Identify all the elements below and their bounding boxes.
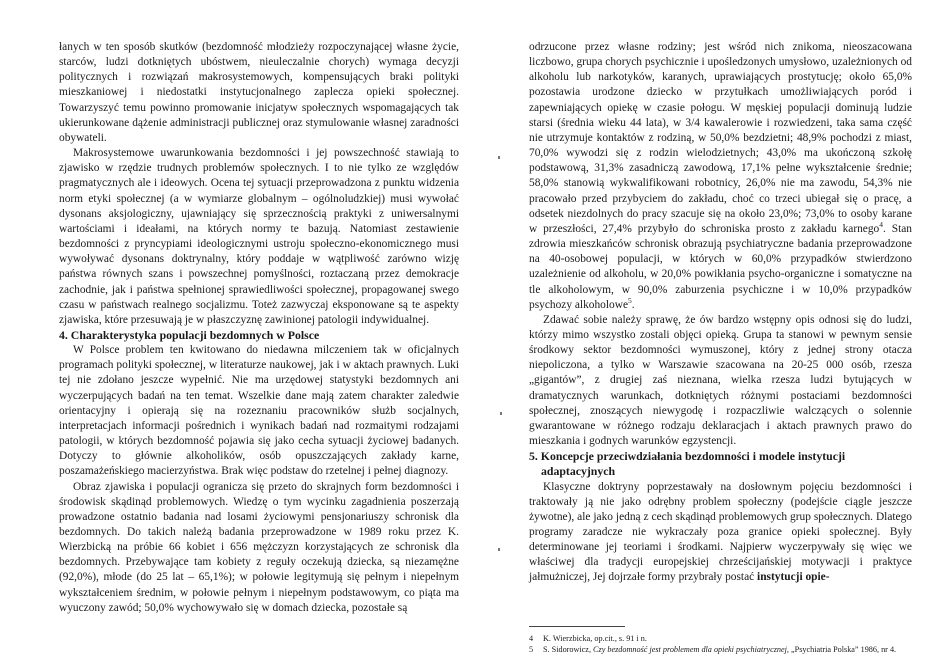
footnote-ref-5: 5	[628, 295, 632, 305]
footnote-5	[529, 644, 912, 655]
footnote-text-a: S. Sidorowicz,	[543, 645, 594, 654]
scan-speck	[498, 156, 500, 159]
section-heading-5: 5. Koncepcje przeciwdziałania bezdomności i modele instytucji adaptacyjnych	[529, 449, 846, 479]
footnote-text: K. Wierzbicka, op.cit., s. 91 i n.	[543, 634, 647, 643]
paragraph-klasyczne-doktryny	[529, 480, 912, 586]
paragraph-makrosystemowe: Makrosystemowe uwarunkowania bezdomności i jej powszechność stawiają to zjawisko w rzędzie trudnych problemów społecznych. I to nie tylko ze względów pragmatycznych ale i ideowych. Ocena tej sytuacji przeprowadzona z punktu widzenia norm etyki społecznej (a w wymiarze globalnym – ogólnoludzkiej) musi wywołać dysonans aksjologiczny, ujawniający się sprzecznością praktyki z uniwersalnymi wartościami i ideałami, na których normy te bazują. Natomiast zestawienie bezdomności z pryncypiami ideologicznymi ustroju społeczno-ekonomicznego musi wywoływać dysonans doktrynalny, który poddaje w wątpliwość zarówno wizję państwa równych szans i powszechnej pomyślności, roztaczaną przez demokracje zachodnie, jak i państwa spełnionej sprawiedliwości społecznej, propagowanej swego czasu w państwach realnego socjalizmu. Toteż zazwyczaj eksponowane są te aspekty zjawiska, które przesuwają je w płaszczyznę zawinionej patologii indywidualnej.	[59, 147, 459, 326]
footnote-ref-4: 4	[879, 220, 884, 230]
footnote-title: Czy bezdomność jest problemem dla opieki psychiatrycznej,	[593, 645, 789, 654]
paragraph-klasyczne-text: Klasyczne doktryny poprzestawały na dosłownym pojęciu bezdomności i traktowały ją nie jako odrębny problem społeczny (podejście ciągle jeszcze żywotne), ale jako jedną z cech skądinąd problemowych grup społecznych. Dlatego programy zaradcze nie wykraczały poza granice opieki społecznej. Były determinowane jej teoriami i środkami. Najpierw wyczerpywały się więc we właściwej dla tradycji europejskiej chrześcijańskiej motywacji i praktyce jałmużniczej, Jej dojrzałe formy przybrały postać	[529, 480, 912, 584]
left-column	[59, 40, 459, 616]
paragraph-klasyczne-bold: instytucji opie-	[757, 571, 830, 584]
paragraph-intro: łanych w ten sposób skutków (bezdomność młodzieży rozpoczynającej własne życie, starców, ludzi dotkniętych ubóstwem, nieuleczalnie chorych) wymaga decyzji politycznych i rozwiązań makrosystemowych, kompensujących braki polityki mieszkaniowej i niedostatki instytucjonalnego zaplecza opieki społecznej. Towarzyszyć temu powinno promowanie inicjatyw społecznych wspomagających tak ukierunkowane dążenie administracji publicznej oraz stymulowanie własnej zaradności obywateli.	[59, 41, 459, 144]
paragraph-w-polsce: W Polsce problem ten kwitowano do niedawna milczeniem tak w oficjalnych programach polityki społecznej, w literaturze naukowej, jak i w aktach prawnych. Luki tej nie zdołano jeszcze wypełnić. Nie ma urzędowej statystyki bezdomnych ani wyczerpujących badań na ten temat. Wszelkie dane mają zatem charakter zaledwie orientacyjny i opierają się na rozeznaniu pracowników służb socjalnych, interpretacjach informacji pośrednich i wynikach badań nad rozmaitymi rodzajami patologii, w których bezdomność pojawia się jako cecha sytuacji życiowej badanych. Dotyczy to głównie alkoholików, osób opuszczających zakłady karne, poszamażeńskiego macierzyństwa. Brak więc podstaw do rzetelnej i pełnej diagnozy.	[59, 344, 459, 478]
section-heading-4: 4. Charakterystyka populacji bezdomnych w Polsce	[59, 327, 320, 342]
paragraph-obraz-zjawiska: Obraz zjawiska i populacji ogranicza się przeto do skrajnych form bezdomności i środowisk skądinąd problemowych. Wiedzę o tym wycinku zagadnienia poszerzają prowadzone ostatnio badania nad losami życiowymi pensjonariuszy schronisk dla bezdomnych. Do takich należą badania przeprowadzone w 1989 roku przez K. Wierzbicką na próbie 66 kobiet i 656 mężczyzn korzystających ze schronisk dla bezdomnych. Przebywające tam kobiety z reguły oczekują dziecka, są niezamężne (92,0%), młode (do 25 lat – 65,1%); w połowie legitymują się pełnym i niepełnym wykształceniem średnim, w połowie pełnym i niepełnym podstawowym, co piąta ma wyuczony zawód; 50,0% wychowywało się w domach dziecka, pozostałe są	[59, 480, 459, 614]
paragraph-continued-end: .	[631, 298, 635, 311]
footnote-list	[529, 633, 912, 655]
scan-speck	[500, 412, 502, 415]
paragraph-continued	[529, 40, 912, 313]
scan-speck	[498, 548, 500, 551]
paragraph-continued-text: odrzucone przez własne rodziny; jest wśród nich znikoma, nieoszacowana liczbowo, grupa chorych psychicznie i upośledzonych umysłowo, uzależnionych od alkoholu lub narkotyków, karanych, uprawiających prostytucję; około 65,0% pozostawia urodzone dziecko w przytułkach umożliwiających poród i zapewniających opiekę w czasie połogu. W męskiej populacji dominują ludzie starsi (średnia wieku 44 lata), w 3/4 kawalerowie i rozwiedzeni, taka sama część nie utrzymuje kontaktów z rodziną, w 50,0% bezdzietni; 48,9% pochodzi z miast, 70,0% wywodzi się z rodzin wielodzietnych; 43,0% ma ukończoną szkołę podstawową, 31,3% zasadniczą zawodową, 17,1% pełne wykształcenie średnie; 58,0% stanowią wykwalifikowani robotnicy, 26,0% nie ma zawodu, 54,3% nie pracowało przed przybyciem do zakładu, choć co trzeci ubiegał się o pracę, a odsetek niezdolnych do pracy szacuje się na około 23,0%; 73,0% to osoby karane w przeszłości, 27,4% przybyło do schroniska prosto z zakładu karnego	[529, 41, 912, 235]
paragraph-zdawac-sobie: Zdawać sobie należy sprawę, że ów bardzo wstępny opis odnosi się do ludzi, którzy mimo wszystko zostali objęci opieką. Grupa ta stanowi w pewnym sensie środkowy sektor bezdomności wymuszonej, który z jednej strony otacza niepoliczona, a tylko w Warszawie szacowana na 20-25 000 osób, rzesza „gigantów”, z drugiej zaś nieznana, wielka rzesza ludzi bytujących w dramatycznych warunkach, dotkniętych różnymi postaciami bezdomności społecznej, znoszących niewygodę i rozpaczliwie walczących o solennie gwarantowane w różnego rodzaju deklaracjach i aktach prawnych prawo do mieszkania i godnych warunków egzystencji.	[529, 313, 912, 448]
footnote-rule	[529, 626, 625, 630]
footnote-4	[529, 633, 912, 644]
footnote-number: 5	[529, 645, 534, 654]
footnote-number: 4	[529, 634, 534, 643]
footnote-text-b: „Psychiatria Polska” 1986, nr 4.	[788, 645, 897, 654]
right-column	[529, 40, 912, 586]
paragraph-continued-text-2: . Stan zdrowia mieszkańców schronisk obrazują psychiatryczne badania przeprowadzone na 40-osobowej populacji, w których w 60,0% przypadków stwierdzono uzależnienie od alkoholu, w 20,0% powikłania psycho-organiczne i somatyczne na tle alkoholowym, w 90,0% zaburzenia psychiczne i w 10,0% przypadków psychozy alkoholowe	[529, 222, 912, 311]
